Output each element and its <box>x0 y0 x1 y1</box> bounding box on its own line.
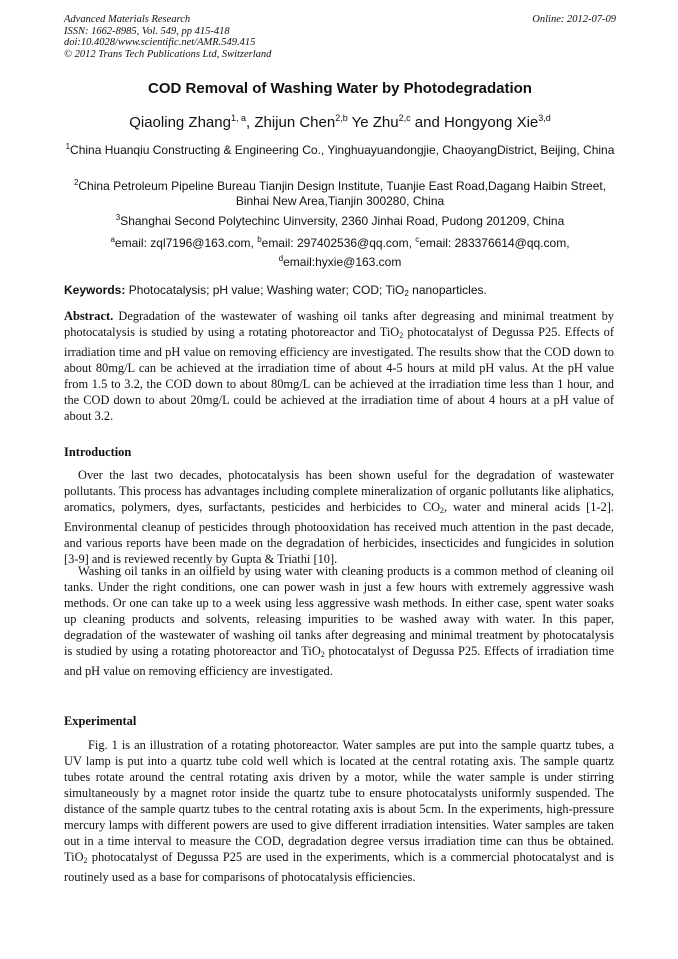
author-affil-mark: 2,b <box>335 113 348 123</box>
issn-line: ISSN: 1662-8985, Vol. 549, pp 415-418 <box>64 25 230 37</box>
affiliation-3 <box>64 210 616 229</box>
keywords-text-end: nanoparticles. <box>408 283 487 297</box>
affiliation-text: China Petroleum Pipeline Bureau Tianjin Design Institute, Tuanjie East Road,Dagang Haibin Street, Binhai New Area,Tianjin 300280, China <box>78 179 607 208</box>
introduction-paragraph-1 <box>64 467 614 567</box>
abstract-text: Degradation of the wastewater of washing oil tanks after degreasing and minimal treatment by photocatalysis is studied by using a rotating photoreactor and TiO <box>64 309 614 339</box>
author-list <box>64 113 616 131</box>
paragraph-text: Washing oil tanks in an oilfield by using water with cleaning products is a common method of cleaning oil tanks. Under the right conditions, one can power wash in just a few hours with extremely aggressive wash methods. Or one can take up to a week using less aggressive wash methods. In either case, spent water soaks up cleaning products and solvents, releasing impurities to be washed away with water. In this paper, degradation of the wastewater of washing oil tanks after degreasing and minimal treatment by photocatalysis is studied by using a rotating photoreactor and TiO <box>64 564 614 658</box>
author-name: Hongyong Xie <box>444 114 539 131</box>
affiliation-1 <box>64 139 616 158</box>
paragraph-text-end: , water and mineral acids [1-2]. Environmental cleanup of pesticides through photooxidation has received much attention in the past decade, and various reports have been made on the degradation of herbicides, insecticides and fungicides in solution [3-9] and is reviewed recently by Gupta & Triathi [10]. <box>64 500 614 566</box>
email-d[interactable]: email:hyxie@163.com <box>283 255 402 269</box>
online-date: Online: 2012-07-09 <box>532 14 616 25</box>
author-affil-mark: 2,c <box>398 113 411 123</box>
affiliation-text: China Huanqiu Constructing & Engineering Co., Yinghuayuandongjie, ChaoyangDistrict, Beijing, China <box>70 143 615 157</box>
paper-title: COD Removal of Washing Water by Photodegradation <box>148 80 532 97</box>
email-mark-b: b <box>257 235 262 244</box>
paragraph-subscript: 2 <box>320 650 325 659</box>
abstract <box>64 308 614 424</box>
affiliation-mark: 1 <box>65 142 71 151</box>
keywords-label: Keywords: <box>64 283 126 297</box>
keywords-text: Photocatalysis; pH value; Washing water; COD; TiO <box>125 283 405 297</box>
email-list <box>64 232 616 270</box>
introduction-heading: Introduction <box>64 445 132 459</box>
paragraph-text: Over the last two decades, photocatalysis has been shown useful for the degradation of wastewater pollutants. This process has advantages including complete mineralization of organic pollutants like aliphatics, aromatics, polymers, dyes, surfactants, pesticides and herbicides to CO <box>64 468 614 514</box>
experimental-paragraph-1 <box>64 737 614 885</box>
paragraph-text: Fig. 1 is an illustration of a rotating photoreactor. Water samples are put into the sample quartz tubes, a UV lamp is put into a quartz tube cold well which is located at the central rotating axis. The sample quartz tubes rotate around the central rotating axis driven by a motor, while the water sample is under stirring simultaneously by a magnet rotor inside the quartz tube to ensure photocatalysts uniformly suspended. The distance of the sample quartz tubes to the central rotating axis is about 5cm. In the experiments, high-pressure mercury lamps with different powers are used to give different irradiation intensities. Water samples are taken out in a time interval to measure the COD, degradation degree versus irradiation time can thus be obtained. TiO <box>64 738 614 864</box>
affiliation-2 <box>64 175 616 209</box>
author-name: Ye Zhu <box>351 114 399 131</box>
paragraph-text-end: photocatalyst of Degussa P25 are used in the experiments, which is a commercial photocatalyst and is routinely used as a base for comparisons of photocatalysis efficiencies. <box>64 850 614 884</box>
journal-name: Advanced Materials Research <box>64 14 191 25</box>
email-mark-d: d <box>278 254 284 263</box>
experimental-heading: Experimental <box>64 714 137 728</box>
abstract-subscript: 2 <box>399 331 404 340</box>
author-affil-mark: 1, a <box>230 113 246 123</box>
email-a[interactable]: email: zql7196@163.com, <box>114 236 258 250</box>
email-c[interactable]: email: 283376614@qq.com, <box>419 236 570 250</box>
introduction-paragraph-2 <box>64 563 614 679</box>
keywords <box>64 283 616 298</box>
author-affil-mark: 3,d <box>538 113 551 123</box>
abstract-label: Abstract. <box>64 309 114 323</box>
affiliation-text: Shanghai Second Polytechinc Uinversity, 2360 Jinhai Road, Pudong 201209, China <box>120 214 565 228</box>
paragraph-subscript: 2 <box>83 856 88 865</box>
email-mark-c: c <box>415 235 420 244</box>
author-separator: and <box>410 114 445 131</box>
email-b[interactable]: email: 297402536@qq.com, <box>261 236 416 250</box>
doi-line[interactable]: doi:10.4028/www.scientific.net/AMR.549.415 <box>64 37 256 48</box>
paragraph-text-end: photocatalyst of Degussa P25. Effects of irradiation time and pH value on removing efficiency are investigated. <box>64 644 615 678</box>
author-name: Zhijun Chen <box>254 114 336 131</box>
author-name: Qiaoling Zhang <box>129 114 231 131</box>
affiliation-mark: 3 <box>115 213 121 222</box>
journal-header <box>64 14 616 60</box>
keywords-subscript: 2 <box>404 289 409 298</box>
author-separator: , <box>245 114 255 131</box>
copyright-line: © 2012 Trans Tech Publications Ltd, Switzerland <box>64 48 272 60</box>
abstract-text-end: photocatalyst of Degussa P25. Effects of irradiation time and pH value on removing efficiency are investigated. The results show that the COD down to about 80mg/L can be achieved at the irradiation time of about 4-5 hours at mild pH valus. At the pH value from 1.5 to 3.2, the COD down to about 80mg/L can be achieved at the irradiation time less than 1 hour, and the COD down to about 20mg/L could be achieved at the irradiation time of about 4 hours at a pH value of about 3.2. <box>64 325 614 423</box>
paragraph-subscript: 2 <box>440 506 445 515</box>
email-mark-a: a <box>110 235 115 244</box>
affiliation-mark: 2 <box>73 178 79 187</box>
